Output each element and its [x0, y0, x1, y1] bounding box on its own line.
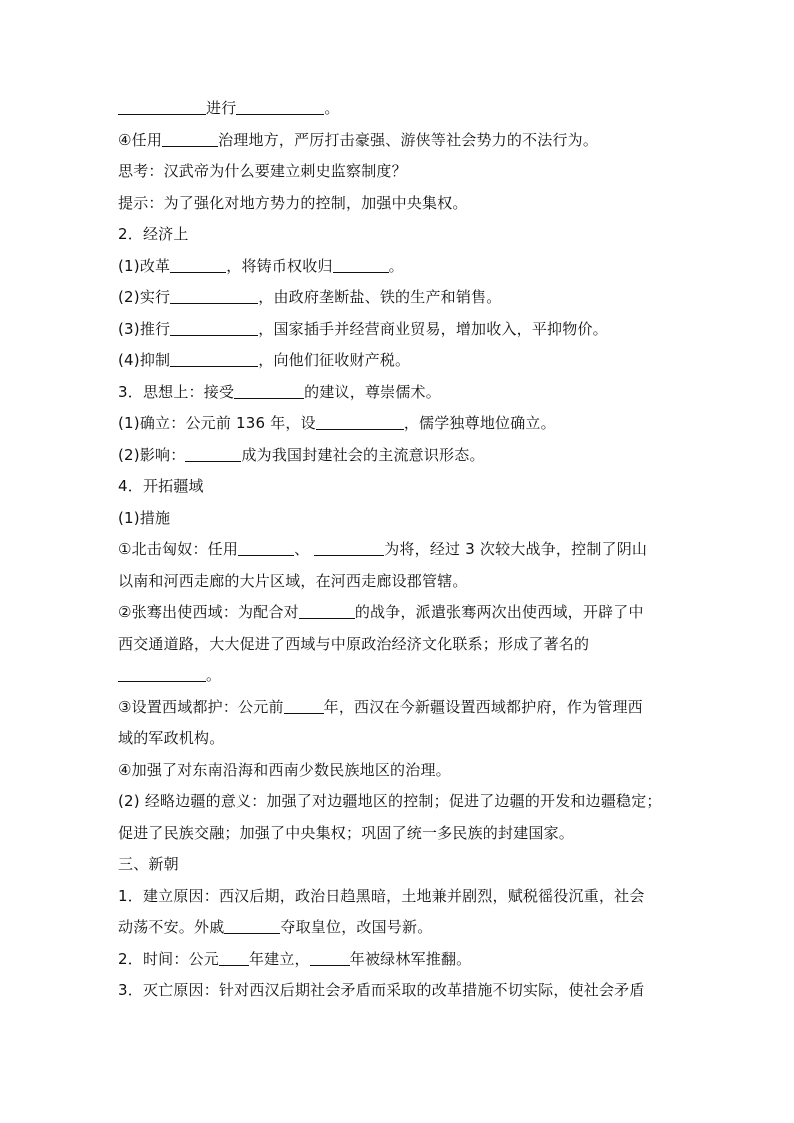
- fill-in-blank: [234, 384, 304, 399]
- text-segment: ，国家插手并经营商业贸易，增加收入，平抑物价。: [258, 319, 608, 338]
- text-segment: 的建议，尊崇儒术。: [304, 382, 441, 401]
- text-line: [118, 534, 678, 566]
- text-segment: (1)改革: [118, 256, 171, 275]
- text-line: [118, 125, 678, 157]
- text-segment: 成为我国封建社会的主流意识形态。: [241, 445, 485, 464]
- text-segment: ③设置西域都护：公元前: [118, 697, 284, 716]
- text-line: [118, 881, 678, 913]
- text-segment: (2)影响：: [118, 445, 186, 464]
- text-segment: 思考：汉武帝为什么要建立刺史监察制度？: [118, 162, 407, 180]
- text-segment: 2．时间：公元: [118, 949, 219, 968]
- text-segment: 提示：为了强化对地方势力的控制，加强中央集权。: [118, 193, 468, 212]
- text-segment: 进行: [206, 99, 237, 117]
- text-line: [118, 755, 678, 787]
- fill-in-blank: [316, 415, 404, 430]
- fill-in-blank: [118, 667, 206, 682]
- text-line: [118, 723, 678, 755]
- fill-in-blank: [170, 321, 258, 336]
- text-segment: ①北击匈奴：任用: [118, 540, 239, 558]
- text-line: [118, 188, 678, 220]
- fill-in-blank: [170, 289, 258, 304]
- text-segment: ，将铸币权收归: [226, 256, 333, 275]
- text-line: [118, 251, 678, 283]
- text-segment: (1)确立：公元前 136 年，设: [118, 414, 316, 432]
- fill-in-blank: [284, 699, 324, 714]
- text-segment: 动荡不安。外戚: [118, 918, 225, 936]
- text-line: [118, 345, 678, 377]
- text-line: [118, 93, 678, 125]
- fill-in-blank: [170, 352, 258, 367]
- text-segment: ，儒学独尊地位确立。: [403, 414, 556, 432]
- text-segment: 1．建立原因：西汉后期，政治日趋黑暗，土地兼并剧烈，赋税徭役沉重，社会: [118, 886, 645, 905]
- text-segment: (4)抑制: [118, 351, 171, 369]
- text-line: [118, 849, 678, 881]
- text-segment: 促进了民族交融；加强了中央集权；巩固了统一多民族的封建国家。: [118, 823, 575, 842]
- text-segment: 为将，经过 3 次较大战争，控制了阴山: [384, 540, 648, 558]
- fill-in-blank: [185, 447, 241, 462]
- text-segment: 3．灭亡原因：针对西汉后期社会矛盾而采取的改革措施不切实际，使社会矛盾: [118, 981, 645, 999]
- text-segment: 的战争，派遣张骞两次出使西域，开辟了中: [354, 603, 644, 621]
- text-segment: 年，西汉在今新疆设置西域都护府，作为管理西: [323, 697, 643, 716]
- fill-in-blank: [310, 951, 350, 966]
- text-segment: 治理地方，严厉打击豪强、游侠等社会势力的不法行为。: [218, 130, 599, 149]
- text-line: [118, 503, 678, 535]
- text-line: [118, 471, 678, 503]
- fill-in-blank: [170, 258, 226, 273]
- text-segment: ，向他们征收财产税。: [258, 351, 411, 369]
- text-line: [118, 818, 678, 850]
- text-segment: (1)措施: [118, 508, 171, 527]
- text-line: [118, 156, 678, 188]
- text-line: [118, 282, 678, 314]
- text-line: [118, 786, 678, 818]
- text-line: [118, 975, 678, 1007]
- text-line: [118, 219, 678, 251]
- text-segment: 。: [324, 99, 340, 117]
- text-line: [118, 314, 678, 346]
- fill-in-blank: [219, 951, 249, 966]
- fill-in-blank: [236, 100, 324, 115]
- text-line: [118, 629, 678, 661]
- text-line: [118, 692, 678, 724]
- text-segment: 年被绿林军推翻。: [349, 949, 472, 968]
- fill-in-blank: [314, 541, 384, 556]
- text-line: [118, 912, 678, 944]
- text-segment: (2) 经略边疆的意义：加强了对边疆地区的控制；促进了边疆的开发和边疆稳定；: [118, 792, 662, 810]
- text-segment: 域的军政机构。: [118, 729, 225, 747]
- fill-in-blank: [299, 604, 355, 619]
- text-segment: 、: [294, 540, 315, 558]
- text-line: [118, 566, 678, 598]
- text-line: [118, 408, 678, 440]
- text-segment: (2)实行: [118, 288, 171, 306]
- text-segment: 年建立，: [248, 949, 310, 968]
- text-segment: ④任用: [118, 130, 163, 149]
- text-segment: 4．开拓疆域: [118, 477, 204, 495]
- text-segment: 。: [388, 256, 404, 275]
- text-segment: ④加强了对东南沿海和西南少数民族地区的治理。: [118, 760, 451, 779]
- fill-in-blank: [224, 919, 280, 934]
- text-segment: 三、新朝: [118, 855, 179, 873]
- text-line: [118, 377, 678, 409]
- text-segment: ②张骞出使西域：为配合对: [118, 603, 299, 621]
- text-segment: 。: [206, 666, 222, 684]
- text-segment: (3)推行: [118, 319, 171, 338]
- fill-in-blank: [118, 100, 206, 115]
- text-line: [118, 597, 678, 629]
- text-segment: 以南和河西走廊的大片区域，在河西走廊设郡管辖。: [118, 571, 468, 590]
- fill-in-blank: [162, 132, 218, 147]
- text-segment: 西交通道路，大大促进了西域与中原政治经济文化联系；形成了著名的: [118, 634, 590, 653]
- text-segment: ，由政府垄断盐、铁的生产和销售。: [258, 288, 502, 306]
- fill-in-blank: [333, 258, 389, 273]
- document-page: [118, 93, 678, 1007]
- text-line: [118, 944, 678, 976]
- text-line: [118, 660, 678, 692]
- text-line: [118, 440, 678, 472]
- text-segment: 2．经济上: [118, 225, 189, 243]
- fill-in-blank: [238, 541, 294, 556]
- text-segment: 夺取皇位，改国号新。: [280, 918, 433, 936]
- text-segment: 3．思想上：接受: [118, 382, 235, 401]
